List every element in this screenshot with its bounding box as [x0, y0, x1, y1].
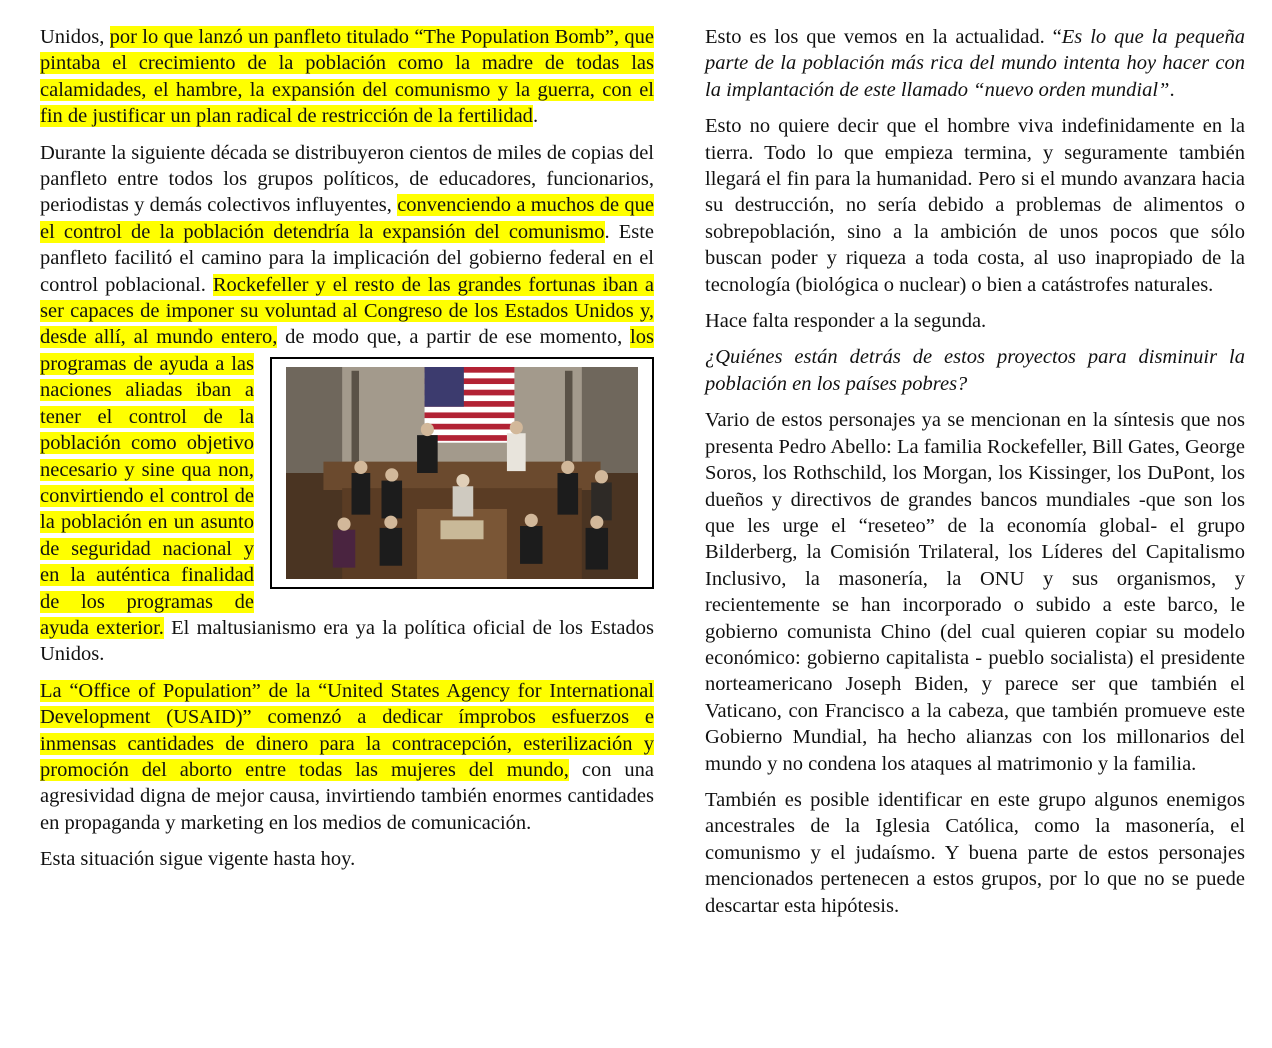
highlighted-text: los programas de ayuda a las naciones aliadas iban a tener el control de la población como objetivo necesario y sine qua non, convirtiendo el control de la población en un asunto de seguridad nacional y en la auténtica finalidad de los programas de ayuda exterior. [40, 326, 654, 639]
congress-photo-frame [270, 357, 654, 589]
text-run: . [1169, 78, 1175, 101]
right-paragraph-1 [705, 24, 1245, 103]
right-question [705, 344, 1245, 397]
left-paragraph-1 [40, 24, 654, 130]
left-column [40, 24, 654, 883]
congress-session-photo [286, 367, 638, 579]
right-paragraph-3: Hace falta responder a la segunda. [705, 310, 987, 333]
text-run: Durante la siguiente década se distribuyeron cientos de miles de copias del panfleto entre todos los grupos políticos, de educadores, funcionarios, periodistas y demás colectivos influyentes, [40, 141, 654, 217]
text-run: con una agresividad digna de mejor causa, invirtiendo también enormes cantidades en propaganda y marketing en los medios de comunicación. [40, 758, 654, 834]
left-paragraph-4: Esta situación sigue vigente hasta hoy. [40, 848, 356, 871]
highlighted-text: por lo que lanzó un panfleto titulado “The Population Bomb”, que pintaba el crecimiento de la población como la madre de todas las calamidades, el hambre, la expansión del comunismo y la guerra, con el fin de justificar un plan radical de restricción de la fertilidad [40, 26, 654, 128]
text-run: . [532, 105, 539, 128]
question-text: ¿Quiénes están detrás de estos proyectos para disminuir la población en los países pobres? [705, 346, 1245, 395]
american-flag [425, 367, 515, 443]
text-run: de modo que, a partir de ese momento, [277, 326, 631, 349]
highlighted-text: La “Office of Population” de la “United States Agency for International Development (USAID)” comenzó a dedicar ímprobos esfuerzos e inmensas cantidades de dinero para la contracepción, esterilización y promoción del aborto entre todas las mujeres del mundo, [40, 679, 654, 781]
quoted-text: Es lo que la pequeña parte de la población más rica del mundo intenta hoy hacer con la implantación de este llamado “nuevo orden mundial” [705, 26, 1245, 101]
highlighted-text: Rockefeller y el resto de las grandes fortunas iban a ser capaces de imponer su voluntad al Congreso de los Estados Unidos y, desde allí, al mundo entero, [40, 273, 655, 349]
highlighted-text: convenciendo a muchos de que el control de la población detendría la expansión del comunismo [40, 194, 654, 243]
right-column [705, 24, 1245, 929]
text-run: Unidos, [40, 26, 110, 48]
right-paragraph-2: Esto no quiere decir que el hombre viva indefinidamente en la tierra. Todo lo que empieza termina, y seguramente también llegará el fin para la humanidad. Pero si el mundo avanzara hacia su destrucción, no sería debido a problemas de alimentos o sobrepoblación, sino a la ambición de unos pocos que sólo buscan poder y riqueza a toda costa, al uso inapropiado de la tecnología (biológica o nuclear) o bien a catástrofes naturales. [705, 115, 1245, 296]
right-paragraph-5: Vario de estos personajes ya se mencionan en la síntesis que nos presenta Pedro Abello: La familia Rockefeller, Bill Gates, George Soros, los Rothschild, los Morgan, los Kissinger, los DuPont, los dueños y directivos de grandes bancos mundiales -que son los que les urge el “reseteo” de la economía global- el grupo Bilderberg, la Comisión Trilateral, los Líderes del Capitalismo Inclusivo, la masonería, la ONU y sus organismos, y recientemente se han incorporado o subido a este barco, le gobierno comunista Chino (del cual quieren copiar su modelo económico: gobierno capitalista - pueblo socialista) el presidente norteamericano Joseph Biden, y parece ser que también el Vaticano, con Francisco a la cabeza, que también promueve este Gobierno Mundial, ha hecho alianzas con los millonarios del mundo y no condena los ataques al matrimonio y la familia. [705, 409, 1245, 775]
text-run: El maltusianismo era ya la política oficial de los Estados Unidos. [40, 616, 654, 666]
text-run: Esto es los que vemos en la actualidad. “ [705, 26, 1062, 48]
left-paragraph-2 [40, 140, 654, 668]
right-paragraph-6: También es posible identificar en este grupo algunos enemigos ancestrales de la Iglesia Católica, como la masonería, el comunismo y el judaísmo. Y buena parte de estos personajes mencionados pertenecen a estos grupos, por lo que no se puede descartar esta hipótesis. [705, 788, 1245, 917]
text-run: . Este panfleto facilitó el camino para la implicación del gobierno federal en el control poblacional. [40, 220, 655, 296]
left-paragraph-3 [40, 678, 654, 836]
